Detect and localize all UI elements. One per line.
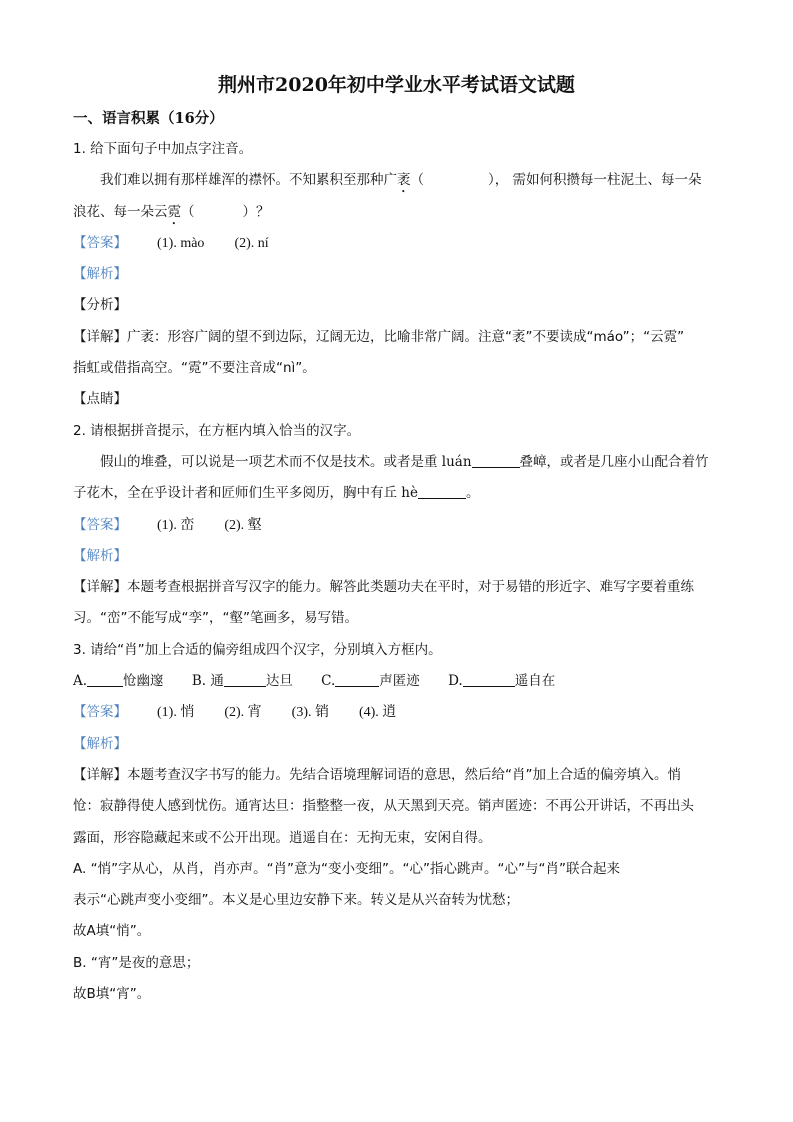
text: C. (321, 673, 336, 690)
detail-line: 习。“峦”不能写成“孪”，“壑”笔画多，易写错。 (73, 610, 358, 627)
text: （ (410, 172, 424, 189)
detail-line (73, 760, 723, 791)
text: 怆幽邃 (123, 673, 164, 690)
question-3-options (73, 666, 723, 697)
text: 叠嶂，或者是几座小山配合着竹 (519, 453, 709, 470)
question-2-passage-cont (73, 478, 723, 509)
analysis-label: 【解析】 (73, 547, 127, 564)
answer-label: 【答案】 (73, 516, 127, 533)
answer-item: (1). 峦 (157, 517, 195, 533)
text: 达旦 (265, 673, 293, 690)
text: 浪花、每一朵云 (73, 203, 168, 220)
text: D. (448, 673, 463, 690)
detail-line: A. “悄”字从心，从肖，肖亦声。“肖”意为“变小变细”。“心”指心跳声。“心”与“肖”联合起来 (73, 860, 621, 877)
detail-line: 故A填“悄”。 (73, 923, 151, 940)
text: ）， 需如何积攒每一柱泥土、每一朵 (488, 172, 702, 189)
option-d (448, 666, 555, 697)
option-c (321, 666, 420, 697)
text: 。 (465, 485, 480, 502)
detail-line (73, 322, 723, 353)
answer-item: (2). ní (234, 235, 269, 251)
dotted-char: 霓 (167, 203, 181, 220)
fill-blank (472, 453, 520, 468)
analysis-label: 【解析】 (73, 266, 127, 283)
detail-label: 【详解】 (73, 579, 127, 596)
text: 声匿迹 (379, 673, 420, 690)
detail-line: B. “宵”是夜的意思； (73, 954, 200, 971)
section-heading: 一、语言积累（16分） (73, 110, 224, 127)
text: 子花木，全在乎设计者和匠师们生平多阅历，胸中有丘 hè (73, 485, 418, 502)
fill-blank (463, 672, 515, 687)
question-2-prompt: 2. 请根据拼音提示，在方框内填入恰当的汉字。 (73, 422, 361, 439)
answer-item: (3). 销 (291, 705, 329, 721)
text: （ (181, 203, 195, 220)
text: A. (73, 673, 88, 690)
detail-line: 露面，形容隐藏起来或不公开出现。逍遥自在：无拘无束，安闲自得。 (73, 829, 492, 846)
detail-line: 故B填“宵”。 (73, 986, 151, 1003)
question-1-prompt: 1. 给下面句子中加点字注音。 (73, 141, 253, 157)
question-1-passage (73, 165, 723, 196)
fill-blank (224, 672, 266, 687)
answer-label: 【答案】 (73, 234, 127, 251)
fenxi-label: 【分析】 (73, 297, 127, 314)
answer-item: (2). 宵 (224, 705, 262, 721)
detail-line: 怆：寂静得使人感到忧伤。通宵达旦：指整整一夜，从天黑到天亮。销声匿迹：不再公开讲话，不再出头 (73, 798, 694, 815)
fill-blank (418, 484, 466, 499)
text: 我们难以拥有那样雄浑的襟怀。不知累积至那种广 (100, 172, 397, 189)
text: 假山的堆叠，可以说是一项艺术而不仅是技术。或者是重 luán (100, 453, 472, 470)
option-a (73, 666, 164, 697)
dianjing-label: 【点睛】 (73, 391, 127, 408)
option-b (192, 666, 293, 697)
text: ）？ (242, 203, 270, 220)
text: 本题考查汉字书写的能力。先结合语境理解词语的意思，然后给“肖”加上合适的偏旁填入。悄 (127, 766, 681, 783)
question-2-passage (73, 447, 723, 478)
answer-item: (1). 悄 (157, 705, 195, 721)
analysis-label: 【解析】 (73, 735, 127, 752)
detail-label: 【详解】 (73, 766, 127, 783)
text: 广袤：形容广阔的望不到边际，辽阔无边，比喻非常广阔。注意“袤”不要读成“máo”；“云霓” (127, 328, 685, 345)
question-1-passage-cont (73, 197, 723, 228)
answer-row (73, 228, 723, 259)
answer-item: (4). 逍 (358, 705, 397, 721)
answer-label: 【答案】 (73, 704, 127, 721)
text: 本题考查根据拼音写汉字的能力。解答此类题功夫在平时，对于易错的形近字、难写字要着重练 (127, 579, 694, 596)
answer-item: (1). mào (157, 235, 205, 251)
answer-item: (2). 壑 (224, 517, 262, 533)
fill-blank (335, 672, 379, 687)
answer-row (73, 510, 723, 541)
text: 遥自在 (514, 673, 556, 690)
detail-label: 【详解】 (73, 328, 127, 345)
detail-line (73, 572, 723, 603)
page-title: 荆州市2020年初中学业水平考试语文试题 (218, 74, 575, 96)
text: B. 通 (191, 673, 224, 690)
answer-row (73, 697, 723, 728)
detail-line: 表示“心跳声变小变细”。本义是心里边安静下来。转义是从兴奋转为忧愁； (73, 892, 519, 909)
detail-line: 指虹或借指高空。“霓”不要注音成“nì”。 (73, 360, 316, 377)
dotted-char: 袤 (397, 172, 411, 189)
fill-blank (87, 672, 123, 687)
document-body (73, 134, 723, 1010)
question-3-prompt: 3. 请给“肖”加上合适的偏旁组成四个汉字，分别填入方框内。 (73, 641, 442, 658)
